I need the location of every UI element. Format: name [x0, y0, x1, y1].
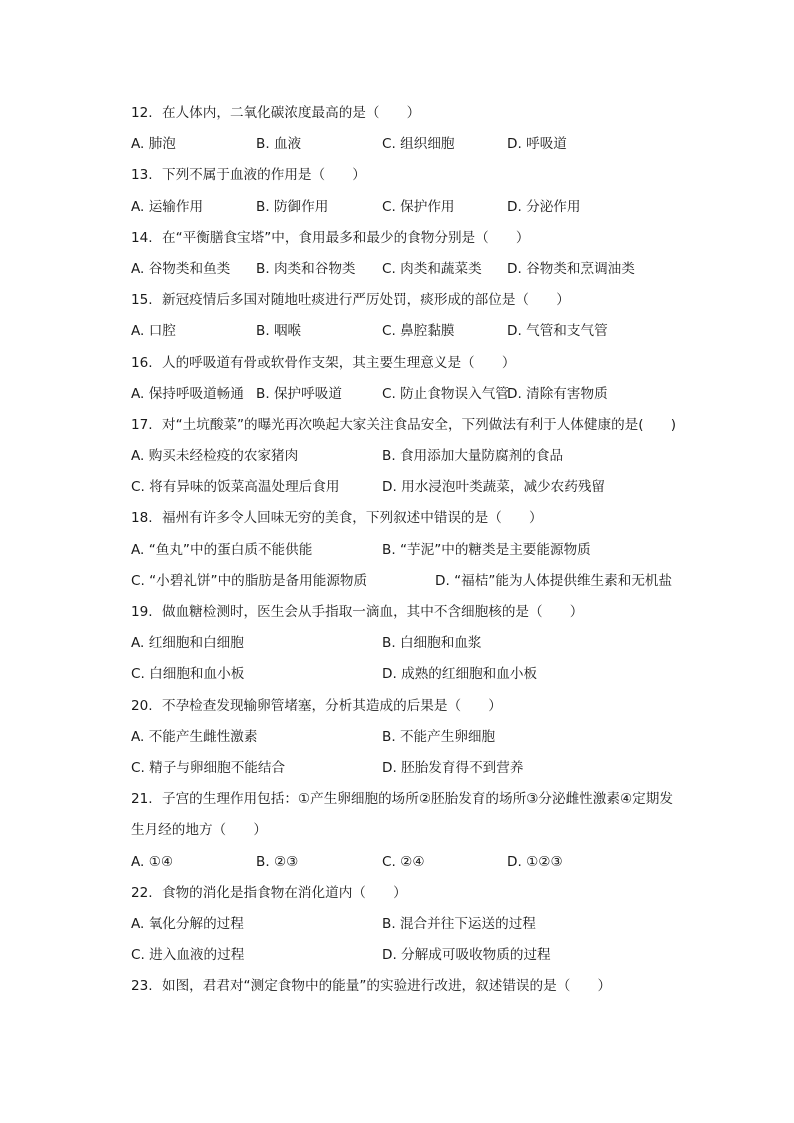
option-d: D. 呼吸道 [507, 136, 567, 153]
option-b: B. “芋泥”中的糖类是主要能源物质 [382, 541, 591, 558]
option-c: C. 组织细胞 [382, 136, 455, 153]
option-c: C. 白细胞和血小板 [131, 666, 245, 683]
question-12-options [131, 129, 711, 160]
option-a: A. 肺泡 [131, 136, 176, 153]
question-22-options-row-1 [131, 909, 711, 940]
option-a: A. 保持呼吸道畅通 [131, 385, 244, 402]
question-14-options [131, 254, 711, 285]
option-d: D. 胚胎发育得不到营养 [382, 759, 524, 776]
question-text: 食物的消化是指食物在消化道内（ ） [162, 884, 407, 901]
option-c: C. 将有异味的饭菜高温处理后食用 [131, 479, 340, 496]
question-number: 23. [131, 978, 153, 995]
question-20-options-row-2 [131, 753, 711, 784]
option-b: B. 防御作用 [256, 198, 329, 215]
option-c: C. ②④ [382, 853, 425, 870]
question-19-stem [131, 597, 711, 628]
question-number: 15. [131, 292, 153, 309]
question-16-stem [131, 348, 711, 379]
question-text: 对“土坑酸菜”的曝光再次唤起大家关注食品安全，下列做法有利于人体健康的是( ) [162, 416, 677, 433]
question-text: 人的呼吸道有骨或软骨作支架，其主要生理意义是（ ） [162, 354, 516, 371]
question-number: 13. [131, 167, 153, 184]
question-19-options-row-1 [131, 628, 711, 659]
question-text: 做血糖检测时，医生会从手指取一滴血，其中不含细胞核的是（ ） [162, 604, 584, 620]
option-a: A. 口腔 [131, 323, 176, 340]
question-22-stem [131, 878, 711, 909]
question-12-stem [131, 98, 711, 129]
question-number: 17. [131, 416, 153, 433]
question-text-continued: 生月经的地方（ ） [131, 822, 267, 839]
option-c: C. “小碧礼饼”中的脂肪是备用能源物质 [131, 572, 368, 589]
question-number: 21. [131, 791, 153, 808]
question-17-options-row-1 [131, 441, 711, 472]
question-22-options-row-2 [131, 940, 711, 971]
question-17-options-row-2 [131, 472, 711, 503]
option-d: D. 谷物类和烹调油类 [507, 260, 635, 277]
option-d: D. “福桔”能为人体提供维生素和无机盐 [435, 572, 673, 589]
option-b: B. 咽喉 [256, 323, 302, 340]
option-c: C. 肉类和蔬菜类 [382, 260, 482, 277]
question-number: 18. [131, 510, 153, 527]
option-a: A. 谷物类和鱼类 [131, 260, 231, 277]
option-d: D. 分泌作用 [507, 198, 581, 215]
option-b: B. 血液 [256, 136, 302, 153]
option-d: D. 成熟的红细胞和血小板 [382, 666, 538, 683]
option-a: A. 购买未经检疫的农家猪肉 [131, 448, 299, 465]
question-14-stem [131, 223, 711, 254]
question-text: 不孕检查发现输卵管堵塞，分析其造成的后果是（ ） [162, 697, 502, 714]
question-number: 22. [131, 884, 153, 901]
question-15-options [131, 316, 711, 347]
question-18-options-row-2 [131, 566, 711, 597]
question-number: 14. [131, 229, 153, 246]
question-20-stem [131, 691, 711, 722]
option-b: B. 混合并往下运送的过程 [382, 915, 536, 932]
option-c: C. 鼻腔黏膜 [382, 323, 455, 340]
question-21-stem [131, 784, 711, 815]
question-text: 子宫的生理作用包括：①产生卵细胞的场所②胚胎发育的场所③分泌雌性激素④定期发 [162, 791, 673, 808]
question-13-stem [131, 160, 711, 191]
question-text: 新冠疫情后多国对随地吐痰进行严厉处罚，痰形成的部位是（ ） [162, 292, 570, 309]
option-c: C. 精子与卵细胞不能结合 [131, 759, 286, 776]
option-d: D. 气管和支气管 [507, 323, 608, 340]
question-number: 19. [131, 604, 153, 620]
question-text: 下列不属于血液的作用是（ ） [162, 167, 366, 184]
option-d: D. ①②③ [507, 853, 563, 870]
question-text: 在“平衡膳食宝塔”中，食用最多和最少的食物分别是（ ） [162, 229, 530, 246]
question-18-options-row-1 [131, 535, 711, 566]
question-text: 福州有许多令人回味无穷的美食，下列叙述中错误的是（ ） [162, 510, 543, 527]
option-c: C. 进入血液的过程 [131, 947, 245, 964]
option-d: D. 用水浸泡叶类蔬菜，减少农药残留 [382, 479, 606, 496]
option-a: A. 红细胞和白细胞 [131, 635, 244, 652]
question-text: 如图，君君对“测定食物中的能量”的实验进行改进，叙述错误的是（ ） [162, 978, 612, 995]
option-b: B. 不能产生卵细胞 [382, 728, 496, 745]
question-16-options [131, 379, 711, 410]
question-21-stem-continued [131, 815, 711, 846]
option-b: B. ②③ [256, 853, 299, 870]
question-number: 12. [131, 105, 153, 121]
question-17-stem [131, 410, 711, 441]
option-d: D. 清除有害物质 [507, 385, 608, 402]
question-number: 20. [131, 697, 153, 714]
question-20-options-row-1 [131, 722, 711, 753]
option-c: C. 保护作用 [382, 198, 455, 215]
question-13-options [131, 192, 711, 223]
question-23-stem [131, 971, 711, 1002]
option-a: A. “鱼丸”中的蛋白质不能供能 [131, 541, 313, 558]
option-c: C. 防止食物误入气管 [382, 385, 509, 402]
option-a: A. 运输作用 [131, 198, 204, 215]
question-21-options [131, 847, 711, 878]
question-15-stem [131, 285, 711, 316]
option-b: B. 肉类和谷物类 [256, 260, 356, 277]
question-list [131, 98, 711, 1002]
question-number: 16. [131, 354, 153, 371]
option-a: A. 不能产生雌性激素 [131, 728, 258, 745]
question-19-options-row-2 [131, 659, 711, 690]
option-b: B. 食用添加大量防腐剂的食品 [382, 448, 564, 465]
option-d: D. 分解成可吸收物质的过程 [382, 947, 551, 964]
question-text: 在人体内，二氧化碳浓度最高的是（ ） [162, 105, 421, 121]
option-a: A. ①④ [131, 853, 174, 870]
option-a: A. 氧化分解的过程 [131, 915, 244, 932]
option-b: B. 保护呼吸道 [256, 385, 342, 402]
question-18-stem [131, 503, 711, 534]
option-b: B. 白细胞和血浆 [382, 635, 482, 652]
